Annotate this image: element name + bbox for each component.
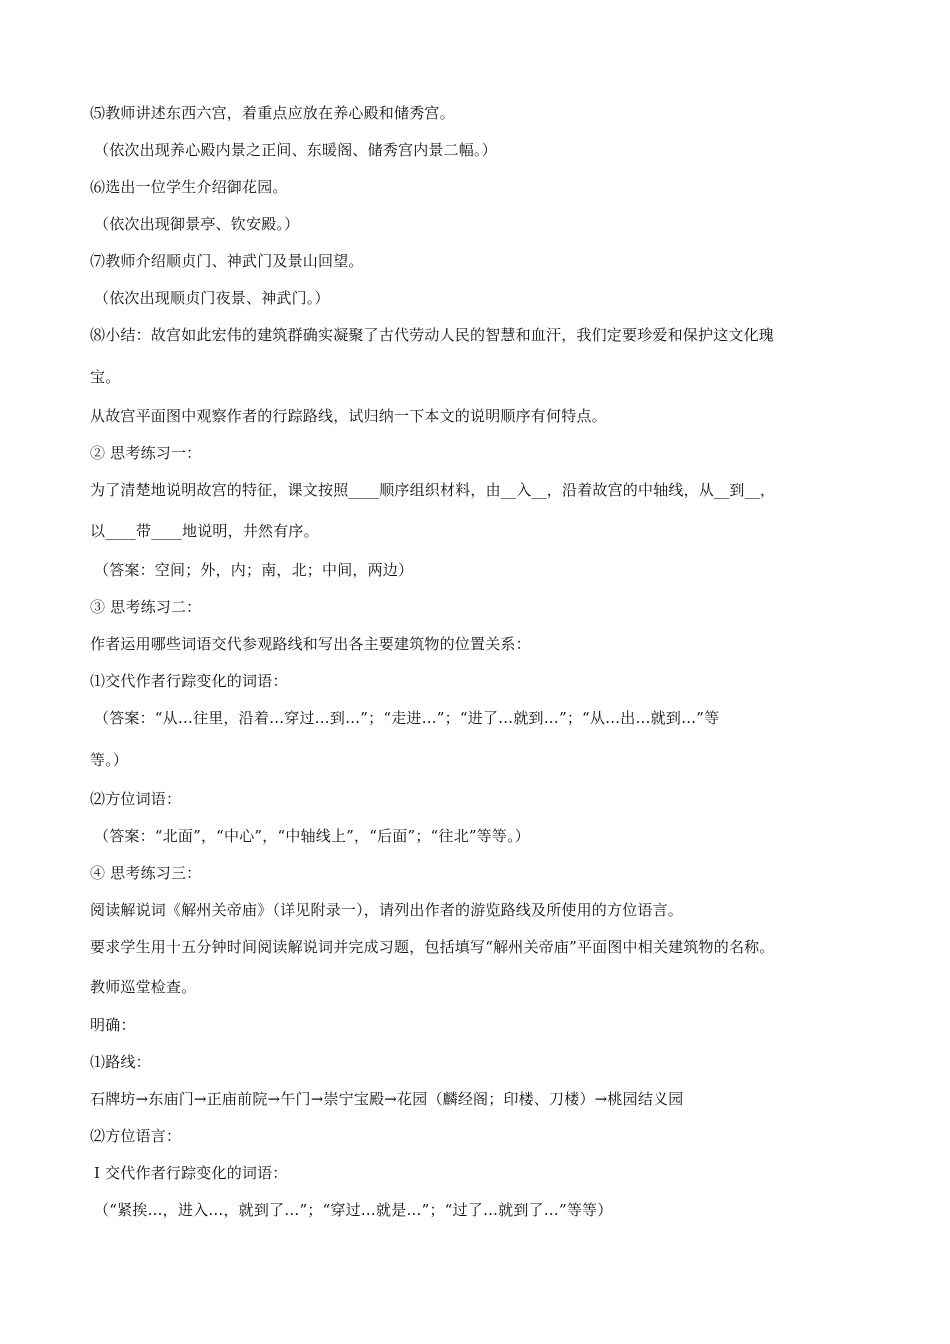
text-line-22: 阅读解说词《解州关帝庙》（详见附录一），请列出作者的游览路线及所使用的方位语言。 — [90, 901, 684, 919]
text-line-8: 宝。 — [90, 368, 121, 386]
text-line-5: ⑺教师介绍顺贞门、神武门及景山回望。 — [90, 252, 364, 270]
text-line-20: （答案：“北面”，“中心”，“中轴线上”，“后面”；“往北”等等。） — [94, 827, 530, 845]
text-line-2: （依次出现养心殿内景之正间、东暖阁、储秀宫内景二幅。） — [94, 141, 497, 159]
text-line-30: （“紧挨…，进入…，就到了…”；“穿过…就是…”；“过了…就到了…”等等） — [94, 1201, 613, 1219]
text-line-1: ⑸教师讲述东西六宫，着重点应放在养心殿和储秀宫。 — [90, 104, 455, 122]
text-line-26: ⑴路线： — [90, 1053, 151, 1071]
text-line-10: ② 思考练习一： — [90, 444, 202, 462]
text-line-18: 等。） — [90, 751, 129, 769]
text-line-4: （依次出现御景亭、钦安殿。） — [94, 215, 300, 233]
text-line-13: （答案：空间；外，内；南，北；中间，两边） — [94, 561, 414, 579]
text-line-23: 要求学生用十五分钟时间阅读解说词并完成习题，包括填写“解州关帝庙”平面图中相关建筑物的名称。 — [90, 938, 775, 956]
text-line-24: 教师巡堂检查。 — [90, 978, 197, 996]
text-line-16: ⑴交代作者行踪变化的词语： — [90, 672, 288, 690]
text-line-7: ⑻小结：故宫如此宏伟的建筑群确实凝聚了古代劳动人民的智慧和血汗，我们定要珍爱和保护这文化瑰 — [90, 326, 775, 344]
text-line-6: （依次出现顺贞门夜景、神武门。） — [94, 289, 330, 307]
text-line-3: ⑹选出一位学生介绍御花园。 — [90, 178, 288, 196]
text-line-11: 为了清楚地说明故宫的特征，课文按照____顺序组织材料，由__入__，沿着故宫的中轴线，从__到__， — [90, 481, 776, 499]
text-line-28: ⑵方位语言： — [90, 1127, 182, 1145]
text-line-12: 以____带____地说明，井然有序。 — [90, 522, 319, 540]
text-line-15: 作者运用哪些词语交代参观路线和写出各主要建筑物的位置关系： — [90, 635, 531, 653]
text-line-14: ③ 思考练习二： — [90, 598, 202, 616]
text-line-27: 石牌坊→东庙门→正庙前院→午门→崇宁宝殿→花园（麟经阁；印楼、刀楼）→桃园结义园 — [90, 1090, 684, 1108]
text-line-19: ⑵方位词语： — [90, 790, 182, 808]
text-line-21: ④ 思考练习三： — [90, 864, 202, 882]
text-line-17: （答案：“从…往里，沿着…穿过…到…”；“走进…”；“进了…就到…”；“从…出…就到…”等 — [94, 709, 720, 727]
text-line-9: 从故宫平面图中观察作者的行踪路线，试归纳一下本文的说明顺序有何特点。 — [90, 407, 607, 425]
text-line-29: Ⅰ 交代作者行踪变化的词语： — [94, 1164, 288, 1182]
text-line-25: 明确： — [90, 1016, 136, 1034]
